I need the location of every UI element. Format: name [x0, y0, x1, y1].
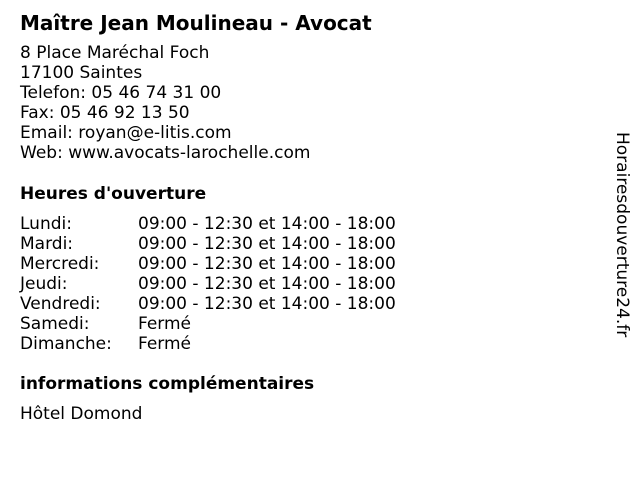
page-title: Maître Jean Moulineau - Avocat [20, 11, 372, 35]
hours-day-label: Jeudi: [20, 274, 68, 294]
address-line-city: 17100 Saintes [20, 63, 143, 83]
hours-day-label: Samedi: [20, 314, 90, 334]
site-watermark: Horairesdouverture24.fr [612, 132, 632, 338]
hours-day-label: Dimanche: [20, 334, 112, 354]
hours-row-monday [20, 214, 440, 234]
hours-time-value: 09:00 - 12:30 et 14:00 - 18:00 [138, 294, 396, 314]
additional-info-heading: informations complémentaires [20, 374, 315, 394]
hours-time-value: 09:00 - 12:30 et 14:00 - 18:00 [138, 234, 396, 254]
hours-row-sunday [20, 334, 440, 354]
website-text: Web: www.avocats-larochelle.com [20, 143, 311, 163]
opening-hours-heading: Heures d'ouverture [20, 184, 207, 204]
hours-day-label: Mercredi: [20, 254, 100, 274]
hours-time-value: 09:00 - 12:30 et 14:00 - 18:00 [138, 254, 396, 274]
hours-time-value: 09:00 - 12:30 et 14:00 - 18:00 [138, 214, 396, 234]
hours-row-tuesday [20, 234, 440, 254]
hours-time-value: Fermé [138, 334, 192, 354]
hours-row-thursday [20, 274, 440, 294]
hours-time-value: 09:00 - 12:30 et 14:00 - 18:00 [138, 274, 396, 294]
hours-day-label: Vendredi: [20, 294, 101, 314]
hours-time-value: Fermé [138, 314, 192, 334]
additional-info-text: Hôtel Domond [20, 404, 143, 424]
address-line-street: 8 Place Maréchal Foch [20, 43, 210, 63]
contact-block [20, 43, 310, 163]
hours-row-wednesday [20, 254, 440, 274]
phone-text: Telefon: 05 46 74 31 00 [20, 83, 222, 103]
fax-text: Fax: 05 46 92 13 50 [20, 103, 190, 123]
hours-day-label: Mardi: [20, 234, 74, 254]
hours-row-saturday [20, 314, 440, 334]
email-text: Email: royan@e-litis.com [20, 123, 232, 143]
hours-row-friday [20, 294, 440, 314]
opening-hours-table [20, 214, 440, 354]
hours-day-label: Lundi: [20, 214, 72, 234]
